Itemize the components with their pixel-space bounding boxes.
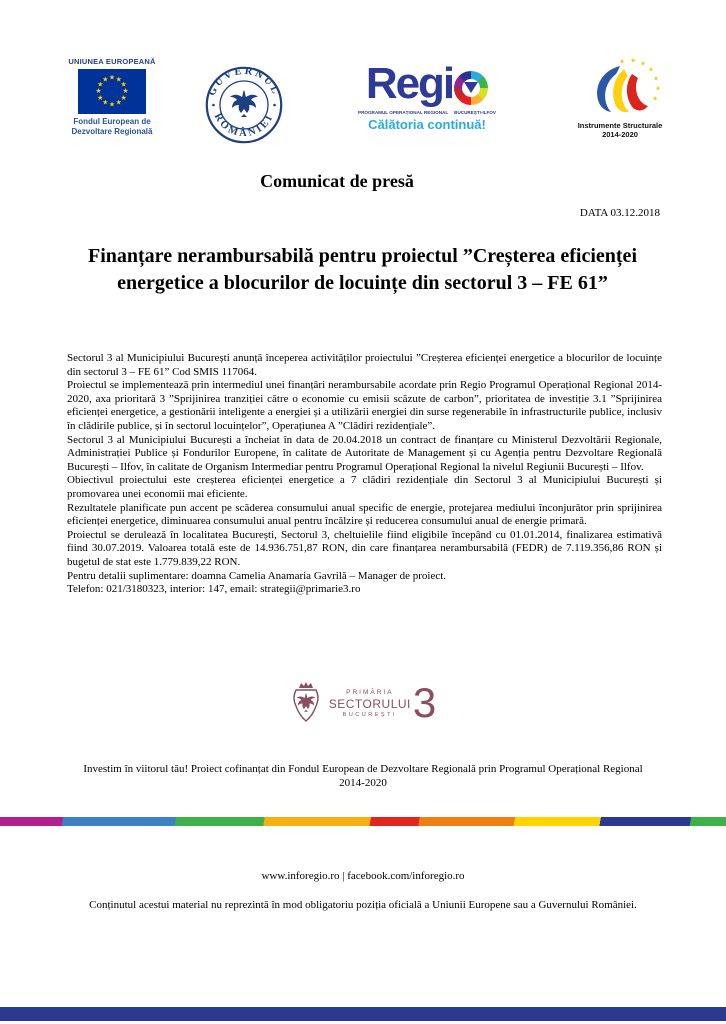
rainbow-bar <box>0 817 726 826</box>
svg-text:★: ★ <box>640 60 646 68</box>
eu-logo-title: UNIUNEA EUROPEANĂ <box>68 57 156 66</box>
bottom-bar <box>0 1007 726 1021</box>
svg-text:★: ★ <box>108 74 116 82</box>
project-heading: Finanțare nerambursabilă pentru proiectul ”Creșterea eficienței energetice a blocurilor de locuințe din sectorul 3 – FE 61” <box>88 245 637 294</box>
svg-text:★: ★ <box>108 101 116 109</box>
page-title: Comunicat de presă <box>260 171 414 191</box>
eu-flag-icon <box>78 69 146 114</box>
sector3-primaria-label: PRIMĂRIA <box>346 688 394 696</box>
paragraph: Proiectul se derulează în localitatea București, Sectorul 3, cheltuielile fiind eligibile începând cu 01.01.2014, finalizarea estimativă fiind 30.07.2019. Valoarea totală este de 14.936.751,87 RON, din care finanțarea nerambursabilă (FEDR) de 7.119.356,86 RON și bugetul de stat este 1.779.839,22 RON. <box>67 528 662 568</box>
cofinancing-statement: Investim în viitorul tău! Proiect cofinanțat din Fondul European de Dezvoltare Regională prin Programul Operațional Regional 2014-2020 <box>83 763 643 789</box>
svg-text:★: ★ <box>120 94 127 102</box>
svg-text:★: ★ <box>630 57 636 65</box>
paragraph: Proiectul se implementează prin intermediul unei finanțări nerambursabile acordate prin Regio Programul Operațional Regional 2014-2020, axa prioritară 3 ”Sprijinirea tranziției către o economie cu emisii scăzute de carbon”, prioritatea de investiție 3.1 ”Sprijinirea eficienței energetice, a gestionării inteligente a energiei și a utilizării energiei din surse regenerabile în infrastructurile publice, inclusiv în clădirile publice, și în sectorul locuințelor”, Operațiunea A ”Clădiri rezidențiale”. <box>67 379 662 432</box>
regio-tagline: Călătoria continuă! <box>368 117 486 132</box>
svg-text:★: ★ <box>115 76 122 84</box>
sector3-coat-of-arms-icon <box>290 679 322 727</box>
eu-logo-subtitle-line2: Dezvoltare Regională <box>71 126 153 136</box>
eagle-glyph <box>230 90 258 117</box>
regio-region-label: BUCUREȘTI-ILFOV <box>454 110 496 115</box>
svg-text:★: ★ <box>648 66 654 74</box>
structural-instruments-label: Instrumente Structurale <box>577 121 663 130</box>
government-seal-top-text: GUVERNUL <box>206 66 282 98</box>
regio-logo <box>358 59 496 132</box>
svg-text:★: ★ <box>653 75 659 83</box>
government-seal-icon <box>205 66 283 144</box>
paragraph: Sectorul 3 al Municipiului București a încheiat în data de 20.04.2018 un contract de finanțare cu Ministerul Dezvoltării Regionale, Administrației Publice și Fondurilor Europene, în calitate de Autoritate de Management și cu Agenția pentru Dezvoltare Regională București – Ilfov, în calitate de Organism Intermediar pentru Programul Operațional Regional la nivelul Regiunii București – Ilfov. <box>67 433 662 473</box>
paragraph: Pentru detalii suplimentare: doamna Camelia Anamaria Gavrilă – Manager de proiect. <box>67 569 447 582</box>
document-date: DATA 03.12.2018 <box>579 207 660 219</box>
regio-program-label: PROGRAMUL OPERAȚIONAL REGIONAL <box>358 110 449 115</box>
footer-links: www.inforegio.ro | facebook.com/inforegio.ro <box>261 870 465 882</box>
svg-text:★: ★ <box>97 81 104 89</box>
svg-text:★: ★ <box>95 88 102 95</box>
svg-text:★: ★ <box>102 99 109 107</box>
sector3-number: 3 <box>412 679 437 726</box>
structural-instruments-swirl-icon <box>578 56 662 114</box>
svg-text:★: ★ <box>655 85 661 93</box>
structural-instruments-logo <box>572 56 668 139</box>
svg-text:★: ★ <box>619 58 625 66</box>
svg-text:★: ★ <box>652 95 658 103</box>
regio-wheel-icon <box>454 71 488 105</box>
regio-wordmark: Regi <box>365 59 454 108</box>
sector3-city-hall-logo <box>0 679 726 727</box>
structural-instruments-period: 2014-2020 <box>602 130 638 139</box>
svg-text:★: ★ <box>97 94 104 102</box>
eu-logo-subtitle-line1: Fondul European de <box>73 117 151 126</box>
svg-text:★: ★ <box>102 76 109 84</box>
sector3-bucuresti-label: BUCUREȘTI <box>342 711 397 718</box>
government-seal-bottom-text: ROMÂNIEI <box>211 111 277 140</box>
svg-text:★: ★ <box>122 88 129 95</box>
paragraph: Obiectivul proiectului este creșterea eficienței energetice a 7 clădiri rezidențiale din Sectorul 3 al Municipiului București și promovarea unei economii mai eficiente. <box>67 474 662 500</box>
eu-logo <box>60 57 164 136</box>
paragraph: Sectorul 3 al Municipiului București anunță începerea activităților proiectului ”Creșterea eficienței energetice a blocurilor de locuințe din sectorul 3 – FE 61” Cod SMIS 117064. <box>67 352 662 378</box>
sector3-sectorului-label: SECTORULUI <box>328 696 411 711</box>
body-text <box>67 352 662 597</box>
paragraph: Rezultatele planificate pun accent pe scăderea consumului anual specific de energie, protejarea mediului înconjurător prin sprijinirea eficienței energetice, diminuarea consumului anual pentru încălzire și reducerea consumului anual de energie primară. <box>67 501 662 528</box>
svg-text:★: ★ <box>115 99 122 107</box>
paragraph: Telefon: 021/3180323, interior: 147, email: strategii@primarie3.ro <box>67 583 361 596</box>
svg-text:★: ★ <box>120 81 127 89</box>
footer-disclaimer: Conținutul acestui material nu reprezintă în mod obligatoriu poziția oficială a Uniunii Europene sau a Guvernului României. <box>89 899 637 911</box>
